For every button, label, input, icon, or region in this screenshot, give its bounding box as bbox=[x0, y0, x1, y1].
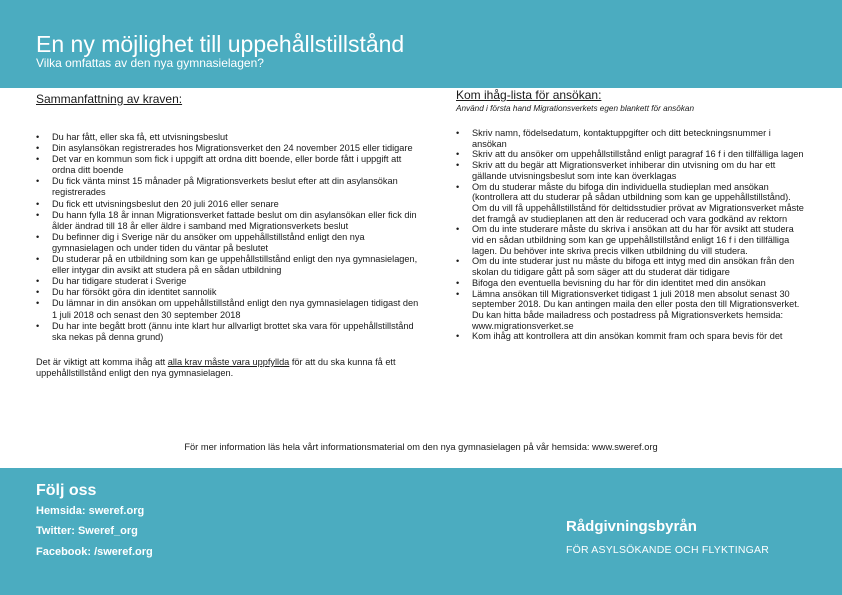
brand-name: Rådgivningsbyrån bbox=[566, 518, 697, 535]
list-item: • Skriv att du begär att Migrationsverket inhiberar din utvisning om du har ett gällande utvisningsbeslut som inte kan överklagas bbox=[456, 160, 806, 181]
checklist-section bbox=[456, 88, 806, 342]
list-item: • Du lämnar in din ansökan om uppehållstillstånd enligt den nya gymnasielagen tidigast den 1 juli 2018 och senast den 30 september 2018 bbox=[36, 298, 422, 320]
summary-heading: Sammanfattning av kraven: bbox=[36, 92, 183, 106]
list-item: • Du befinner dig i Sverige när du ansöker om uppehållstillstånd enligt den nya gymnasielagen och under tiden du väntar på beslutet bbox=[36, 232, 422, 254]
brand-tagline: FÖR ASYLSÖKANDE OCH FLYKTINGAR bbox=[566, 544, 770, 556]
checklist-heading: Kom ihåg-lista för ansökan: bbox=[456, 88, 602, 102]
page-title: En ny möjlighet till uppehållstillstånd bbox=[36, 31, 405, 57]
requirements-note bbox=[36, 357, 422, 379]
list-item: • Skriv att du ansöker om uppehållstillstånd enligt paragraf 16 f i den tillfälliga lagen bbox=[456, 149, 806, 160]
requirements-note-start: Det är viktigt att komma ihåg att bbox=[36, 356, 168, 367]
list-item: • Om du inte studerar just nu måste du bifoga ett intyg med din ansökan från den skolan du tidigare gått på som säger att du studerat där tidigare bbox=[456, 256, 806, 277]
summary-section bbox=[36, 92, 422, 379]
more-info-text: För mer information läs hela vårt informationsmaterial om den nya gymnasielagen på vår hemsida: www.sweref.org bbox=[184, 442, 658, 452]
summary-list bbox=[36, 132, 422, 343]
follow-us-heading: Följ oss bbox=[36, 482, 97, 499]
website-link[interactable]: Hemsida: sweref.org bbox=[36, 505, 145, 517]
header-banner bbox=[0, 0, 842, 88]
list-item: • Du har inte begått brott (ännu inte klart hur allvarligt brottet ska vara för uppehållstillstånd ska nekas på denna grund) bbox=[36, 321, 422, 343]
page-subtitle: Vilka omfattas av den nya gymnasielagen? bbox=[36, 56, 264, 70]
list-item: • Lämna ansökan till Migrationsverket tidigast 1 juli 2018 men absolut senast 30 september 2018. Du kan antingen maila den eller posta den till Migrationsverket. Du kan hitta både mailadress och postadress på Migrationsverkets hemsida: www.migrationsverket.se bbox=[456, 289, 806, 332]
list-item: • Om du studerar måste du bifoga din individuella studieplan med ansökan (kontrollera att du studerar på sådan utbildning som kan ge uppehållstillstånd). Om du vill få uppehållstillstånd för deltidsstudier prövat av Migrationsverket måste det framgå av studieplanen att den är reducerad och vara godkänd av rektorn bbox=[456, 182, 806, 225]
list-item: • Du hann fylla 18 år innan Migrationsverket fattade beslut om din asylansökan eller fick din ålder ändrad till 18 år eller äldre i samband med Migrationsverkets beslut bbox=[36, 210, 422, 232]
checklist-list bbox=[456, 128, 806, 342]
list-item: • Du fick ett utvisningsbeslut den 20 juli 2016 eller senare bbox=[36, 199, 422, 210]
list-item: • Kom ihåg att kontrollera att din ansökan kommit fram och spara bevis för det bbox=[456, 331, 806, 342]
list-item: • Du har tidigare studerat i Sverige bbox=[36, 276, 422, 287]
checklist-note: Använd i första hand Migrationsverkets egen blankett för ansökan bbox=[456, 104, 695, 113]
list-item: • Skriv namn, födelsedatum, kontaktuppgifter och ditt beteckningsnummer i ansökan bbox=[456, 128, 806, 149]
requirements-note-emphasis: alla krav måste vara uppfyllda bbox=[167, 356, 290, 367]
list-item: • Du fick vänta minst 15 månader på Migrationsverkets beslut efter att din asylansökan registrerades bbox=[36, 176, 422, 198]
list-item: • Du har fått, eller ska få, ett utvisningsbeslut bbox=[36, 132, 422, 143]
footer-banner bbox=[0, 468, 842, 595]
list-item: • Bifoga den eventuella bevisning du har för din identitet med din ansökan bbox=[456, 278, 806, 289]
requirements-note-end: för att du ska kunna få ett uppehållstillstånd enligt den nya gymnasielagen. bbox=[36, 356, 396, 378]
list-item: • Din asylansökan registrerades hos Migrationsverket den 24 november 2015 eller tidigare bbox=[36, 143, 422, 154]
list-item: • Om du inte studerare måste du skriva i ansökan att du har för avsikt att studera vid en sådan utbildning som kan ge uppehållstillstånd enligt 16 f i den tillfälliga lagen. Du behöver inte skriva precis vilken utbildning du vill studera. bbox=[456, 224, 806, 256]
list-item: • Du studerar på en utbildning som kan ge uppehållstillstånd enligt den nya gymnasielagen, eller intygar din avsikt att studera på en sådan utbildning bbox=[36, 254, 422, 276]
list-item: • Du har försökt göra din identitet sannolik bbox=[36, 287, 422, 298]
facebook-link[interactable]: Facebook: /sweref.org bbox=[36, 546, 153, 558]
twitter-link[interactable]: Twitter: Sweref_org bbox=[36, 525, 138, 537]
list-item: • Det var en kommun som fick i uppgift att ordna ditt boende, eller borde fått i uppgift att ordna ditt boende bbox=[36, 154, 422, 176]
